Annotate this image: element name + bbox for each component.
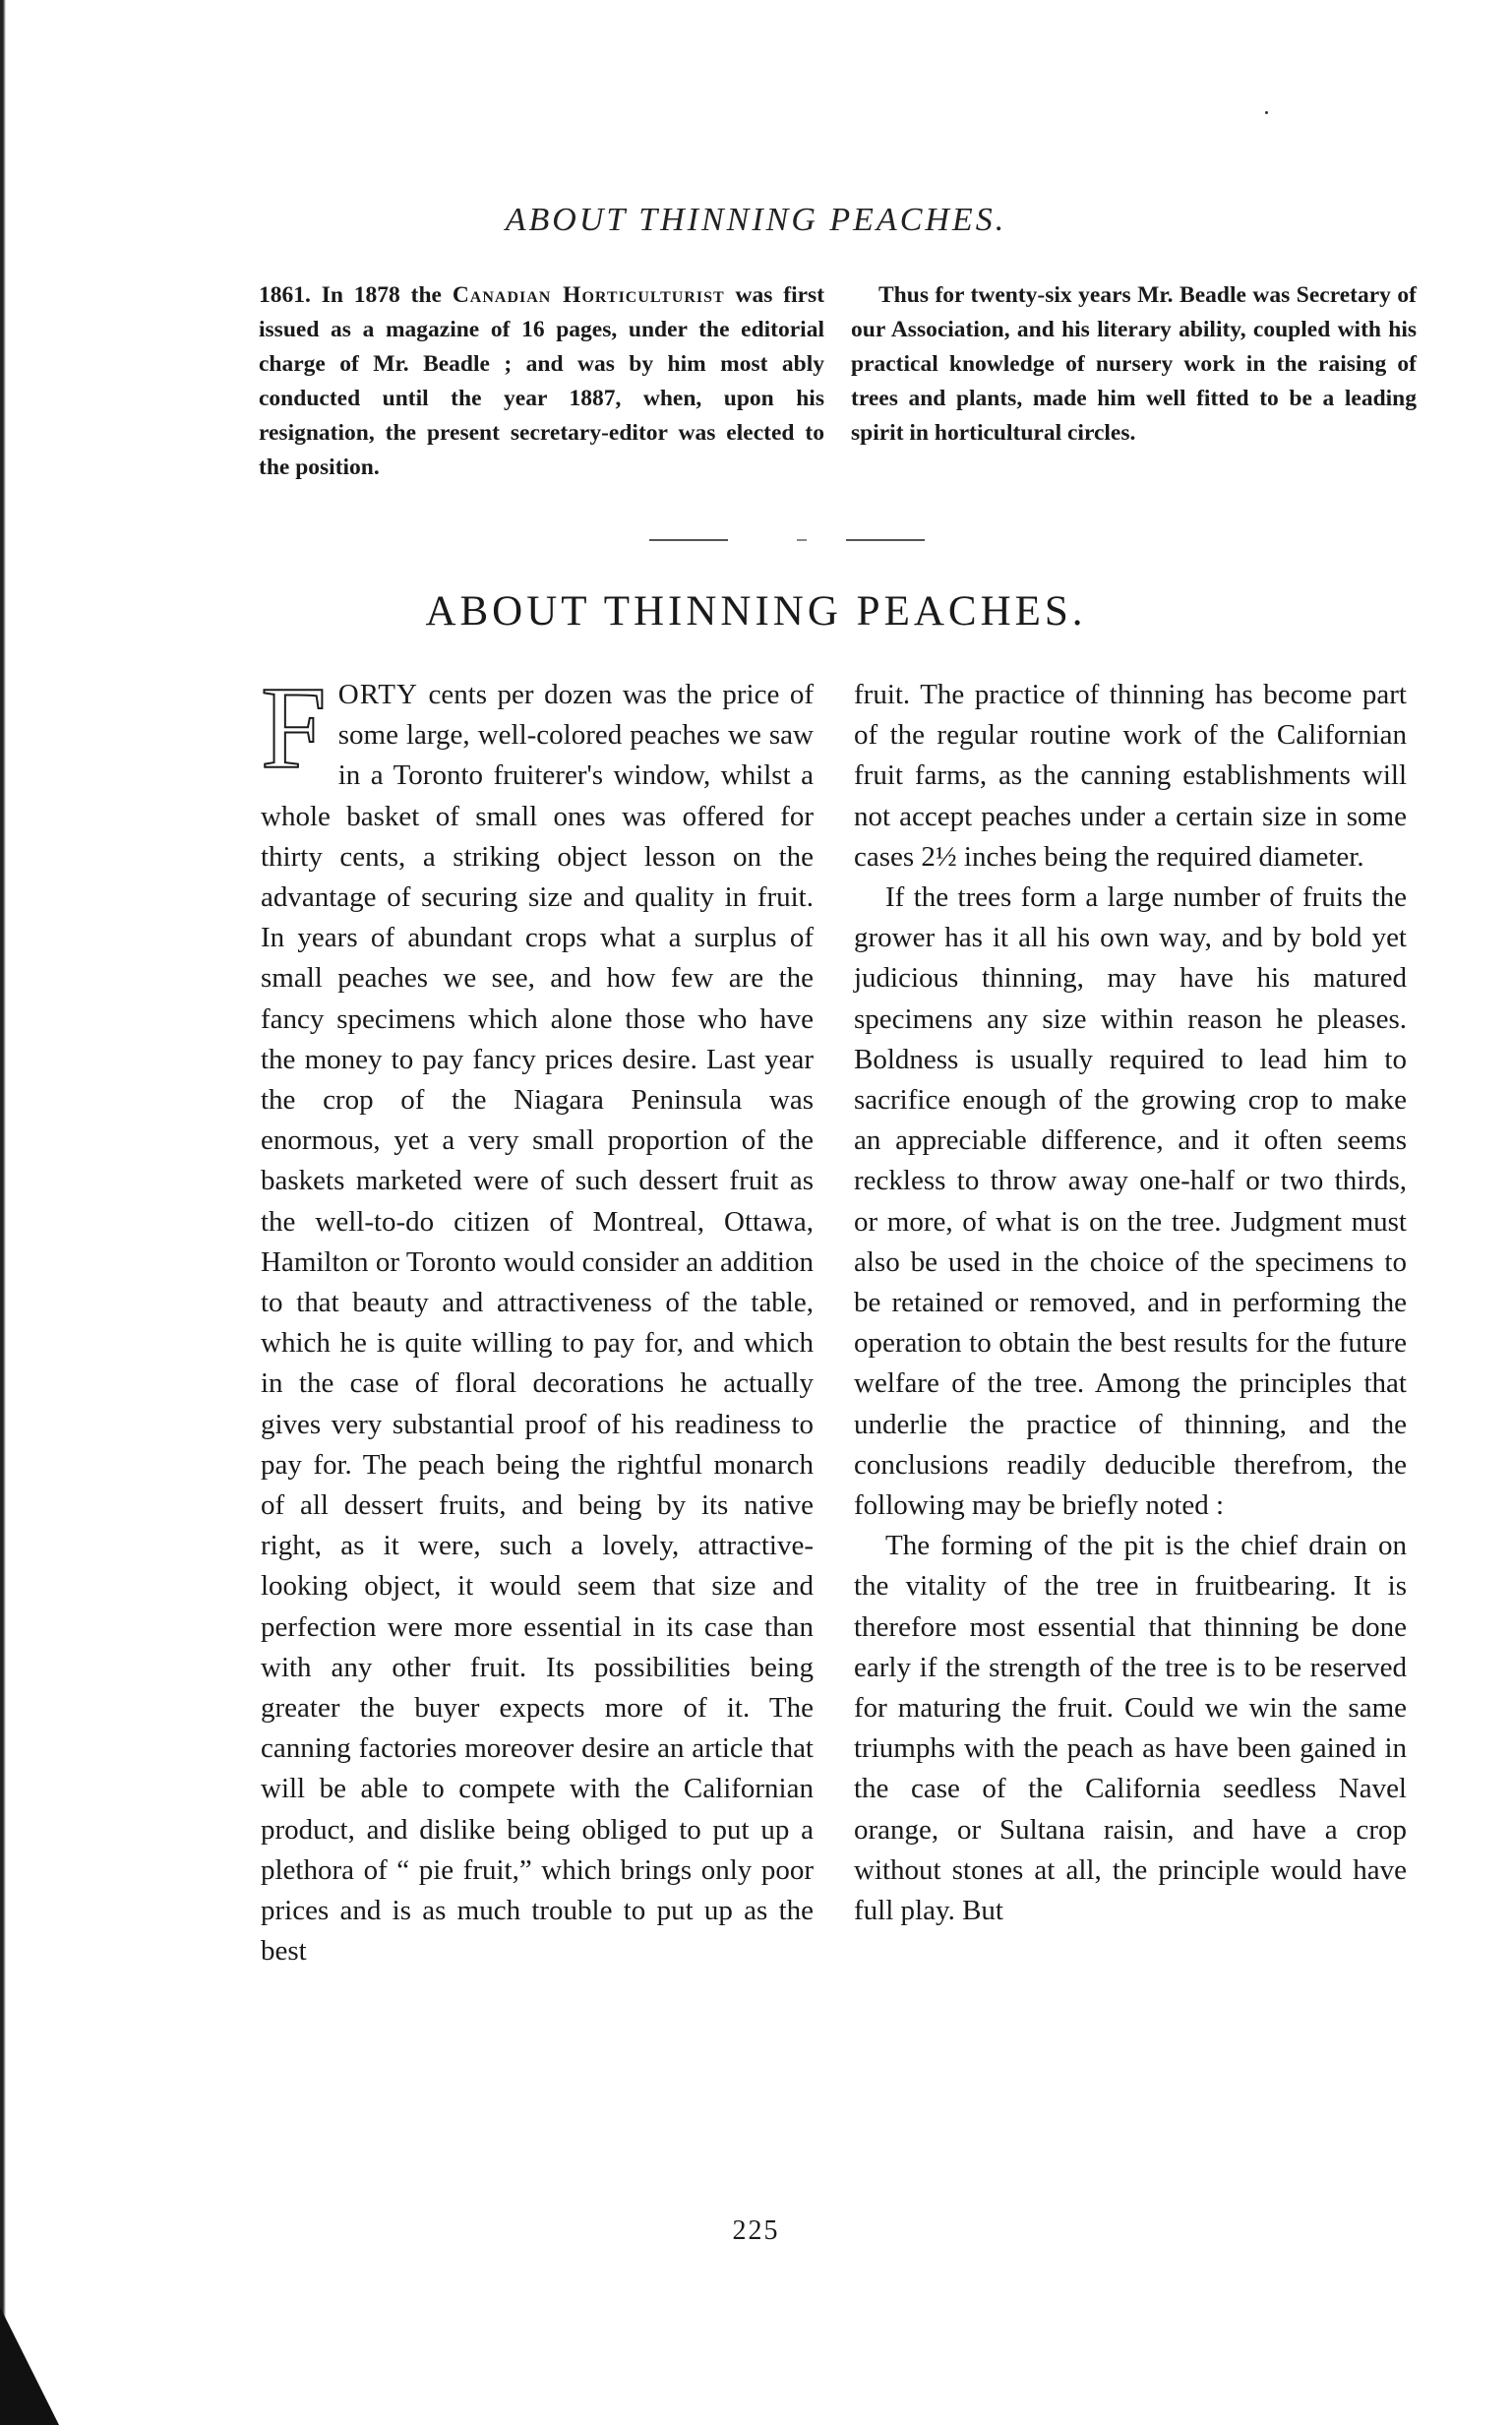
page-binding-edge: [0, 0, 6, 2425]
top-left-text-2: was first issued as a magazine of 16 pages, under the editorial charge of Mr. Beadle ; and was by him most ably conducted until the year 1887, when, upon his resignation, the present secretary-editor was elected to the position.: [259, 282, 825, 480]
drop-cap: F: [261, 662, 327, 793]
top-left-paragraph: [259, 278, 824, 485]
top-left-column: [259, 278, 824, 485]
right-paragraph-3: The forming of the pit is the chief drain on the vitality of the tree in fruitbearing. It is therefore most essential that thinning be done early if the strength of the tree is to be reserved for maturing the fruit. Could we win the same triumphs with the peach as have been gained in the case of the California seedless Navel orange, or Sultana raisin, and have a crop without stones at all, the principle would have full play. But: [854, 1530, 1407, 1927]
page-number: 225: [732, 2215, 780, 2246]
section-divider: [649, 539, 984, 541]
left-paragraph-1: [261, 662, 814, 1972]
scan-corner-mark: [0, 2307, 59, 2425]
opening-word: ORTY: [337, 679, 418, 710]
left-paragraph-1-text: cents per dozen was the price of some large, well-colored peaches we saw in a Toronto fruiterer's window, whilst a whole basket of small ones was offered for thirty cents, a striking object lesson on the advantage of securing size and quality in fruit. In years of abundant crops what a surplus of small peaches we see, and how few are the fancy specimens which alone those who have the money to pay fancy prices desire. Last year the crop of the Niagara Peninsula was enormous, yet a very small proportion of the baskets marketed were of such dessert fruit as the well-to-do citizen of Montreal, Ottawa, Hamilton or Toronto would consider an addition to that beauty and attractiveness of the table, which he is quite willing to pay for, and which in the case of floral decorations he actually gives very substantial proof of his readiness to pay for. The peach being the rightful monarch of all dessert fruits, and being by its native right, as it were, such a lovely, attractive-looking object, it would seem that size and perfection were more essential in its case than with any other fruit. Its possibilities being greater the buyer expects more of it. The canning factories moreover desire an article that will be able to compete with the Californian product, and dislike being obliged to put up a plethora of “ pie fruit,” which brings only poor prices and is as much trouble to put up as the best: [261, 679, 814, 1968]
top-right-column: [851, 278, 1417, 451]
top-left-text-1: 1861. In 1878 the: [259, 282, 453, 308]
article-title: ABOUT THINNING PEACHES.: [425, 588, 1087, 635]
left-column: [261, 662, 814, 1972]
right-paragraph-2: If the trees form a large number of fruits the grower has it all his own way, and by bold yet judicious thinning, may have his matured specimens any size within reason he pleases. Boldness is usually required to lead him to sacrifice enough of the growing crop to make an appreciable difference, and it often seems reckless to throw away one-half or two thirds, or more, of what is on the tree. Judgment must also be used in the choice of the specimens to be retained or removed, and in performing the operation to obtain the best results for the future welfare of the tree. Among the principles that underlie the practice of thinning, and the conclusions readily deducible therefrom, the following may be briefly noted :: [854, 881, 1407, 1522]
right-paragraph-1: fruit. The practice of thinning has become part of the regular routine work of the Californian fruit farms, as the canning establishments will not accept peaches under a certain size in some cases 2½ inches being the required diameter.: [854, 679, 1407, 873]
journal-name: Canadian Horticulturist: [452, 282, 725, 308]
right-column: [854, 675, 1407, 1931]
running-head: ABOUT THINNING PEACHES.: [505, 202, 1007, 238]
top-right-paragraph: Thus for twenty-six years Mr. Beadle was Secretary of our Association, and his literary ability, coupled with his practical knowledge of nursery work in the raising of trees and plants, made him well fitted to be a leading spirit in horticultural circles.: [851, 282, 1417, 446]
scan-speck: [1265, 111, 1268, 114]
